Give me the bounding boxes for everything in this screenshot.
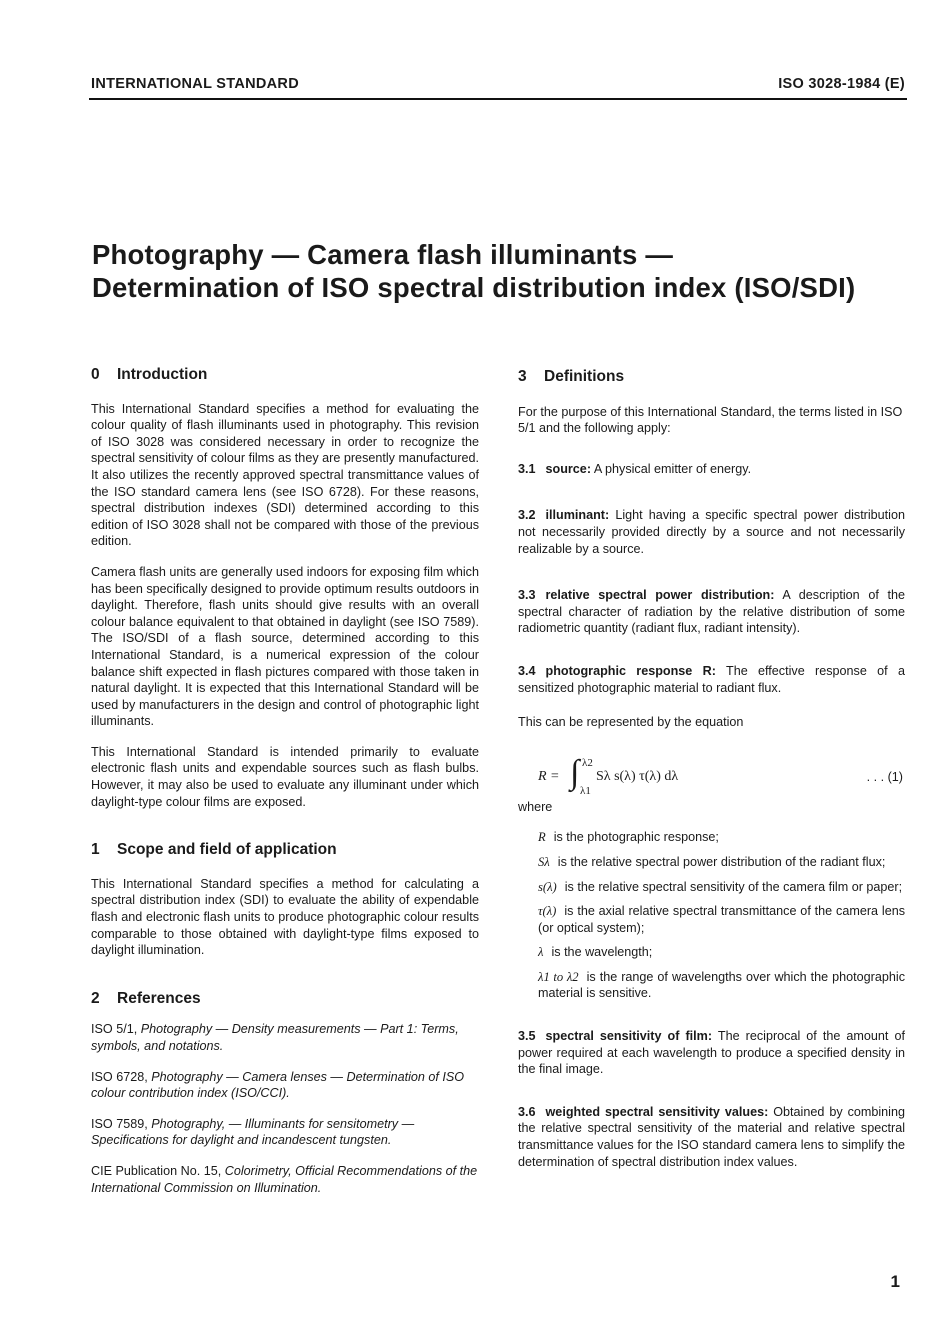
header-document-code: ISO 3028-1984 (E) xyxy=(778,76,905,92)
section-title: References xyxy=(117,989,201,1007)
scope-paragraph: This International Standard specifies a method for calculating a spectral distribution index (SDI) to evaluate the ability of expendable flash and electronic flash units to produce photographic colour results comparable to those obtained with daylight-type films exposed to daylight illumination. xyxy=(91,876,479,958)
integral-lower-limit: λ1 xyxy=(580,784,591,797)
section-number: 3 xyxy=(518,368,527,385)
integral-upper-limit: λ2 xyxy=(582,756,593,769)
symbol-item: λ1 to λ2 is the range of wavelengths over which the photographic material is sensitive. xyxy=(538,969,905,1001)
reference-item: ISO 7589, Photography, — Illuminants for sensitometry — Specifications for daylight and incandescent tungsten. xyxy=(91,1116,415,1148)
equation-intro: This can be represented by the equation xyxy=(518,715,744,730)
document-title xyxy=(92,238,922,304)
equation-number: . . . (1) xyxy=(866,769,903,784)
left-column xyxy=(91,367,479,1196)
section-3-heading xyxy=(518,369,905,386)
equation-lhs: R = xyxy=(538,768,560,784)
symbol-item: λ is the wavelength; xyxy=(538,945,653,960)
section-number: 0 xyxy=(91,366,100,383)
reference-item: ISO 6728, Photography — Camera lenses — Determination of ISO colour contribution index (ISO/CCI). xyxy=(91,1069,465,1101)
section-number: 2 xyxy=(91,989,100,1007)
section-1-heading xyxy=(91,842,479,859)
reference-item: CIE Publication No. 15, Colorimetry, Official Recommendations of the International Commission on Illumination. xyxy=(91,1163,478,1195)
section-title: Introduction xyxy=(117,366,208,383)
intro-paragraph-3: This International Standard is intended primarily to evaluate electronic flash units and expendable sources such as flash bulbs. However, it may also be used to evaluate any illuminant under which daylight-type colour films are exposed. xyxy=(91,744,479,809)
intro-paragraph-2: Camera flash units are generally used indoors for exposing film which has been specifically designed to provide optimum results outdoors in daylight. Therefore, flash units should give results with an overall colour balance equivalent to that obtained in daylight (see ISO 7589). The ISO/SDI of a flash source, determined according to this International Standard, is a numerical expression of the colour balance shift expected in flash pictures compared with those taken in natural daylight. It is expected that this International Standard will be used by manufacturers in the design and control of photographic light illuminants. xyxy=(91,564,479,729)
definitions-intro: For the purpose of this International Standard, the terms listed in ISO 5/1 and the following apply: xyxy=(518,404,903,436)
symbol-item: Sλ is the relative spectral power distribution of the radiant flux; xyxy=(538,854,886,869)
page-number: 1 xyxy=(890,1272,900,1291)
header-rule xyxy=(89,98,907,100)
header-standard-label: INTERNATIONAL STANDARD xyxy=(91,76,299,92)
right-column xyxy=(518,369,905,1170)
equation-integrand: Sλ s(λ) τ(λ) dλ xyxy=(596,768,679,784)
section-number: 1 xyxy=(91,841,100,859)
definition-3-2: 3.2 illuminant: Light having a specific spectral power distribution not necessarily provided directly by a source and not necessarily realizable by a source. xyxy=(518,508,905,556)
symbol-list xyxy=(518,829,905,1002)
section-title: Definitions xyxy=(544,368,625,385)
symbol-item: s(λ) is the relative spectral sensitivity of the camera film or paper; xyxy=(538,879,903,894)
intro-paragraph-1: This International Standard specifies a method for evaluating the colour quality of flash illuminants used in photography. This revision of ISO 3028 was considered necessary in order to recognize the spectral sensitivity of colour films as they are presently manufactured. It also utilizes the recently approved spectral transmittance values of the ISO standard camera lens (see ISO 6728). For these reasons, spectral distribution indexes (SDI) determined according to this edition of ISO 3028 shall not be compared with those of the previous edition. xyxy=(91,401,479,549)
symbol-item: R is the photographic response; xyxy=(538,830,719,845)
equation-1 xyxy=(518,753,905,799)
where-label: where xyxy=(518,799,553,814)
title-line-2: Determination of ISO spectral distribution index (ISO/SDI) xyxy=(92,272,856,303)
section-0-heading xyxy=(91,367,479,384)
definition-3-3: 3.3 relative spectral power distribution: A description of the spectral character of radiation by the relative distribution of some radiometric quantity (radiant flux, radiant intensity). xyxy=(518,588,905,636)
definition-3-4: 3.4 photographic response R: The effective response of a sensitized photographic material to radiant flux. xyxy=(518,663,905,695)
definition-3-1: 3.1 source: A physical emitter of energy. xyxy=(518,461,752,476)
reference-item: ISO 5/1, Photography — Density measurements — Part 1: Terms, symbols, and notations. xyxy=(91,1022,459,1053)
definition-3-5: 3.5 spectral sensitivity of film: The reciprocal of the amount of power required at each wavelength to produce a specified density in the final image. xyxy=(518,1029,905,1077)
integral-sign: ∫ xyxy=(570,753,580,791)
title-line-1: Photography — Camera flash illuminants — xyxy=(92,239,674,270)
symbol-item: τ(λ) is the axial relative spectral transmittance of the camera lens (or optical system); xyxy=(538,904,905,935)
definition-3-6: 3.6 weighted spectral sensitivity values: Obtained by combining the relative spectral sensitivity of the material and relative spectral transmittance values for the ISO standard camera lens to simplify the determination of spectral distribution index values. xyxy=(518,1104,905,1169)
section-2-heading xyxy=(91,991,479,1008)
section-title: Scope and field of application xyxy=(117,841,337,859)
